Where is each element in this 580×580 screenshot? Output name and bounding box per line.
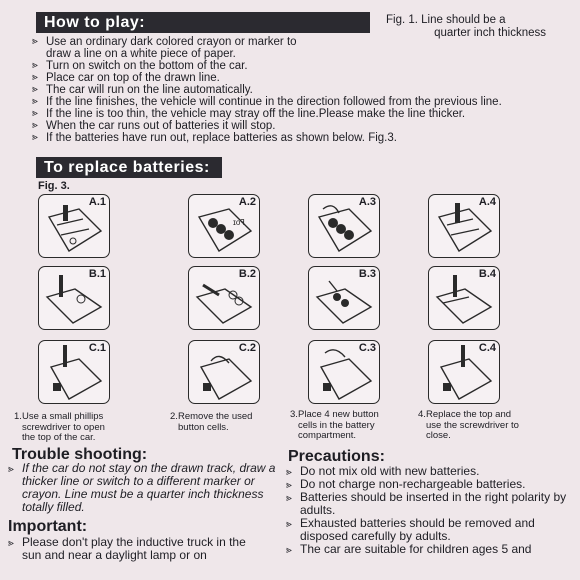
arrow-icon: ⪢ <box>32 120 38 131</box>
panel-code: B.1 <box>88 268 106 280</box>
arrow-icon: ⪢ <box>286 480 292 491</box>
panel-code: A.3 <box>358 196 376 208</box>
fig1-note-line-1: Fig. 1. Line should be a <box>386 14 506 26</box>
panel-code: A.1 <box>88 196 106 208</box>
arrow-icon: ⪢ <box>32 60 38 71</box>
battery-panel-a1 <box>38 194 110 258</box>
caption-1: 1. Use a small phillips screwdriver to open the top of the car. <box>14 411 105 443</box>
arrow-icon: ⪢ <box>32 132 38 143</box>
panel-code: C.2 <box>238 342 256 354</box>
panel-code: C.3 <box>358 342 376 354</box>
panel-code: B.4 <box>478 268 496 280</box>
replace-batteries-title-bar <box>36 157 222 178</box>
important-title: Important: <box>8 518 88 535</box>
arrow-icon: ⪢ <box>32 36 38 47</box>
arrow-icon: ⪢ <box>286 545 292 556</box>
how-to-play-steps <box>32 36 532 144</box>
precaution-item: ⪢ Exhausted batteries should be removed and disposed carefully by adults. <box>286 516 535 543</box>
battery-panel-a4 <box>428 194 500 258</box>
caption-3: 3. Place 4 new button cells in the battery compartment. <box>290 409 379 441</box>
step-item: ⪢ Place car on top of the drawn line. <box>32 72 220 84</box>
important-list <box>8 536 268 562</box>
arrow-icon: ⪢ <box>8 464 14 475</box>
battery-panel-b2 <box>188 266 260 330</box>
how-to-play-title-bar <box>36 12 370 33</box>
arrow-icon: ⪢ <box>32 108 38 119</box>
battery-panel-c4 <box>428 340 500 404</box>
arrow-icon: ⪢ <box>32 96 38 107</box>
panel-code: A.4 <box>478 196 496 208</box>
trouble-shooting-list <box>8 462 278 514</box>
arrow-icon: ⪢ <box>286 493 292 504</box>
precautions-list <box>286 465 576 556</box>
trouble-shooting-item: ⪢ If the car do not stay on the drawn track, draw a thicker line or switch to a different marker or crayon. Line must be a quarter inch thickness totally filled. <box>8 461 276 514</box>
how-to-play-title: How to play: <box>44 14 146 31</box>
battery-panel-c1 <box>38 340 110 404</box>
step-item: ⪢ If the line finishes, the vehicle will continue in the direction followed from the previous line. <box>32 96 502 108</box>
arrow-icon: ⪢ <box>286 519 292 530</box>
trouble-shooting-title: Trouble shooting: <box>12 446 148 463</box>
panel-code: B.3 <box>358 268 376 280</box>
step-item: ⪢ The car will run on the line automatically. <box>32 84 253 96</box>
important-item: ⪢ Please don't play the inductive truck in the sun and near a daylight lamp or on <box>8 535 246 562</box>
arrow-icon: ⪢ <box>286 467 292 478</box>
precaution-item: ⪢ Do not charge non-rechargeable batteries. <box>286 477 526 491</box>
panel-code: B.2 <box>238 268 256 280</box>
precaution-item: ⪢ Batteries should be inserted in the right polarity by adults. <box>286 490 567 517</box>
step-item: ⪢ Turn on switch on the bottom of the car. <box>32 60 248 72</box>
battery-panel-b3 <box>308 266 380 330</box>
caption-2: 2. Remove the used button cells. <box>170 411 253 433</box>
battery-panel-a3 <box>308 194 380 258</box>
panel-code: C.4 <box>478 342 496 354</box>
battery-panel-c2 <box>188 340 260 404</box>
arrow-icon: ⪢ <box>8 538 14 549</box>
precautions-title: Precautions: <box>288 448 385 465</box>
replace-batteries-title: To replace batteries: <box>44 159 210 176</box>
battery-panel-b4 <box>428 266 500 330</box>
step-item: ⪢ When the car runs out of batteries it will stop. <box>32 120 276 132</box>
svg-text:ɪoꟻ: ɪoꟻ <box>233 218 245 227</box>
step-item: ⪢ If the batteries have run out, replace batteries as shown below. Fig.3. <box>32 132 397 144</box>
battery-panel-b1 <box>38 266 110 330</box>
panel-code: C.1 <box>88 342 106 354</box>
precaution-item: ⪢ Do not mix old with new batteries. <box>286 464 480 478</box>
battery-panel-a2 <box>188 194 260 258</box>
step-item: ⪢ If the line is too thin, the vehicle may stray off the line.Please make the line thicker. <box>32 108 466 120</box>
battery-panel-c3 <box>308 340 380 404</box>
fig1-note-line-2: quarter inch thickness <box>434 27 546 39</box>
caption-4: 4. Replace the top and use the screwdriver to close. <box>418 409 519 441</box>
arrow-icon: ⪢ <box>32 72 38 83</box>
arrow-icon: ⪢ <box>32 84 38 95</box>
step-item: ⪢ Use an ordinary dark colored crayon or marker to draw a line on a white piece of paper. <box>32 36 297 60</box>
panel-code: A.2 <box>238 196 256 208</box>
fig3-label: Fig. 3. <box>38 180 70 192</box>
precaution-item: ⪢ The car are suitable for children ages 5 and <box>286 542 532 556</box>
